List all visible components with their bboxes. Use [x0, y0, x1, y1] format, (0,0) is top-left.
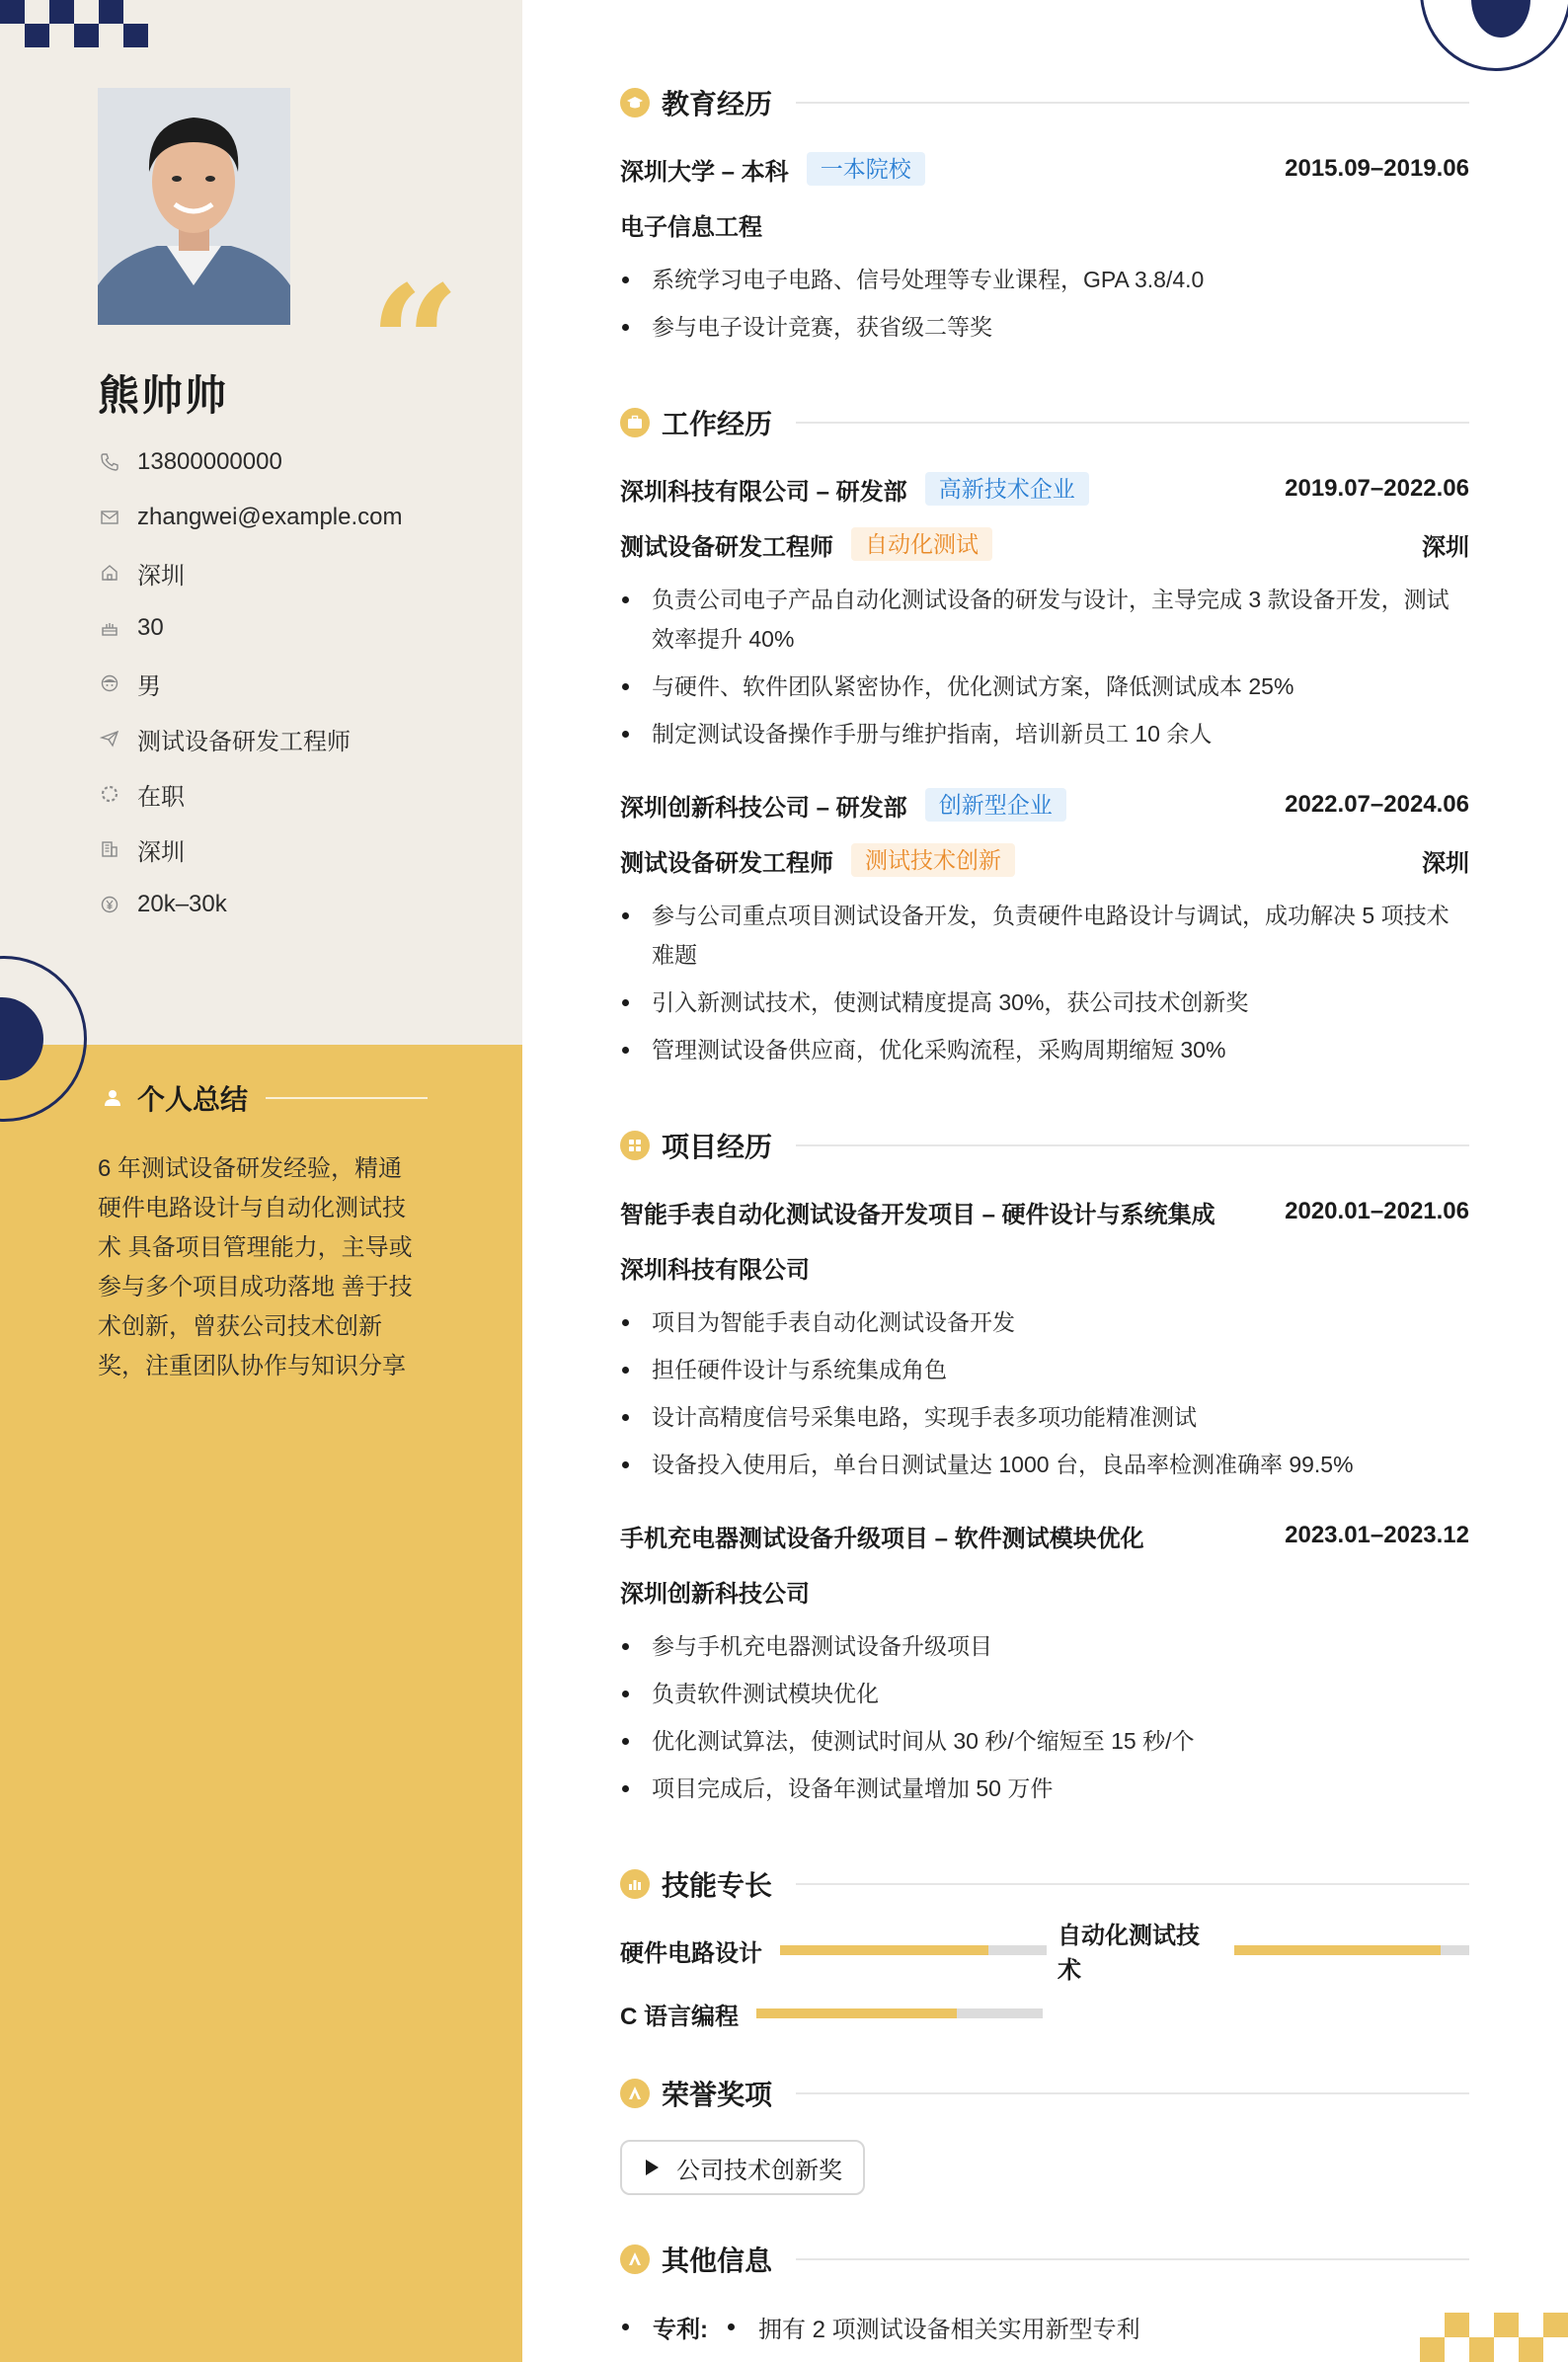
project-date: 2023.01–2023.12	[1285, 1522, 1469, 1548]
section-other-title: 其他信息	[662, 2245, 773, 2276]
play-triangle-icon	[646, 2160, 659, 2175]
checker-decoration-top-left	[0, 0, 148, 47]
section-skills-title: 技能专长	[662, 1870, 773, 1901]
contact-city-text: 深圳	[137, 838, 185, 866]
section-divider	[796, 1883, 1469, 1885]
home-icon	[98, 561, 121, 585]
contact-status	[98, 766, 512, 822]
section-projects-header	[620, 1126, 1469, 1165]
list-item: 引入新测试技术，使测试精度提高 30%，获公司技术创新奖	[620, 983, 1469, 1022]
profile-name: 熊帅帅	[98, 372, 229, 419]
contact-phone-text: 13800000000	[137, 448, 282, 475]
job-city: 深圳	[1422, 533, 1469, 561]
contact-phone	[98, 434, 512, 490]
list-item: 参与公司重点项目测试设备开发，负责硬件电路设计与调试，成功解决 5 项技术难题	[620, 896, 1469, 975]
project-company-row	[620, 1247, 1469, 1287]
section-work-header	[620, 403, 1469, 442]
quote-mark-decoration: “	[369, 251, 461, 436]
skill-name: 硬件电路设计	[620, 1939, 762, 1967]
award-icon	[620, 2079, 650, 2108]
cake-icon	[98, 616, 121, 640]
section-divider	[796, 102, 1469, 104]
section-skills-header	[620, 1864, 1469, 1904]
job-company-row	[620, 785, 1469, 825]
list-item: 系统学习电子电路、信号处理等专业课程，GPA 3.8/4.0	[620, 260, 1469, 299]
education-date: 2015.09–2019.06	[1285, 155, 1469, 182]
skill-item	[1058, 1923, 1469, 1984]
job-date: 2019.07–2022.06	[1285, 475, 1469, 502]
skill-bar-fill	[1234, 1945, 1441, 1955]
project-name: 智能手表自动化测试设备开发项目 – 硬件设计与系统集成	[620, 1201, 1215, 1228]
contact-age-text: 30	[137, 614, 164, 641]
section-education-header	[620, 83, 1469, 122]
job-role-row	[620, 840, 1469, 880]
contact-position-text: 测试设备研发工程师	[137, 728, 351, 755]
email-icon	[98, 506, 121, 529]
bullet-dot	[728, 2323, 735, 2330]
contact-city	[98, 822, 512, 877]
graduation-cap-icon	[620, 88, 650, 118]
contact-salary	[98, 877, 512, 932]
phone-icon	[98, 450, 121, 474]
education-major: 电子信息工程	[620, 213, 762, 241]
project-company: 深圳创新科技公司	[620, 1580, 810, 1608]
status-icon	[98, 782, 121, 806]
list-item: 项目为智能手表自动化测试设备开发	[620, 1302, 1469, 1342]
section-honors-title: 荣誉奖项	[662, 2080, 773, 2110]
education-bullets	[620, 260, 1469, 354]
project-name-row	[620, 1516, 1469, 1555]
list-item: 与硬件、软件团队紧密协作，优化测试方案，降低测试成本 25%	[620, 667, 1469, 706]
job-role-tag: 自动化测试	[851, 527, 992, 561]
contact-gender-text: 男	[137, 672, 161, 700]
send-icon	[98, 727, 121, 750]
section-divider	[796, 422, 1469, 424]
education-school-row	[620, 149, 1469, 189]
skill-name: 自动化测试技术	[1058, 1923, 1200, 1984]
summary-header	[102, 1078, 428, 1118]
gender-icon	[98, 671, 121, 695]
summary-divider	[266, 1097, 428, 1099]
other-info-label: 专利:	[653, 2316, 708, 2343]
project-bullets	[620, 1626, 1469, 1816]
education-major-row	[620, 204, 1469, 244]
list-item: 项目完成后，设备年测试量增加 50 万件	[620, 1769, 1469, 1808]
building-icon	[98, 837, 121, 861]
skill-bar-fill	[780, 1945, 988, 1955]
list-item: 参与手机充电器测试设备升级项目	[620, 1626, 1469, 1666]
job-company: 深圳创新科技公司 – 研发部	[620, 794, 907, 822]
section-divider	[796, 2258, 1469, 2260]
job-company-tag: 创新型企业	[925, 788, 1066, 822]
job-bullets	[620, 896, 1469, 1077]
person-icon	[102, 1087, 123, 1109]
project-date: 2020.01–2021.06	[1285, 1198, 1469, 1224]
list-item: 担任硬件设计与系统集成角色	[620, 1350, 1469, 1389]
list-item: 设备投入使用后，单台日测试量达 1000 台，良品率检测准确率 99.5%	[620, 1445, 1469, 1484]
list-item: 管理测试设备供应商，优化采购流程，采购周期缩短 30%	[620, 1030, 1469, 1069]
briefcase-icon	[620, 408, 650, 437]
project-name: 手机充电器测试设备升级项目 – 软件测试模块优化	[620, 1525, 1144, 1552]
job-company: 深圳科技有限公司 – 研发部	[620, 478, 907, 506]
list-item: 制定测试设备操作手册与维护指南，培训新员工 10 余人	[620, 714, 1469, 753]
section-work-title: 工作经历	[662, 409, 773, 439]
skill-item	[620, 1930, 1047, 1970]
section-honors-header	[620, 2074, 1469, 2113]
job-date: 2022.07–2024.06	[1285, 791, 1469, 818]
grid-icon	[620, 1131, 650, 1160]
project-bullets	[620, 1302, 1469, 1492]
section-other-header	[620, 2240, 1469, 2279]
contact-salary-text: 20k–30k	[137, 891, 227, 917]
contact-location-text: 深圳	[137, 562, 185, 590]
info-icon	[620, 2244, 650, 2274]
salary-icon	[98, 893, 121, 916]
job-role: 测试设备研发工程师	[620, 533, 833, 561]
project-company-row	[620, 1571, 1469, 1611]
list-item: 设计高精度信号采集电路，实现手表多项功能精准测试	[620, 1397, 1469, 1437]
list-item: 负责公司电子产品自动化测试设备的研发与设计，主导完成 3 款设备开发，测试效率提升 40%	[620, 580, 1469, 659]
profile-photo	[98, 88, 290, 325]
education-tag: 一本院校	[807, 152, 925, 186]
contact-email	[98, 490, 512, 545]
contact-position	[98, 711, 512, 766]
job-city: 深圳	[1422, 849, 1469, 877]
checker-decoration-bottom-right	[1420, 2313, 1568, 2362]
contact-list	[98, 434, 512, 932]
job-company-row	[620, 469, 1469, 509]
contact-location	[98, 545, 512, 600]
job-role-tag: 测试技术创新	[851, 843, 1015, 877]
bullet-dot	[622, 2323, 629, 2330]
other-info-value: 拥有 2 项测试设备相关实用新型专利	[758, 2316, 1140, 2343]
award-label: 公司技术创新奖	[676, 2157, 842, 2184]
contact-email-text: zhangwei@example.com	[137, 504, 403, 530]
section-education-title: 教育经历	[662, 89, 773, 119]
bar-chart-icon	[620, 1869, 650, 1899]
summary-title: 个人总结	[137, 1084, 249, 1115]
section-divider	[796, 2092, 1469, 2094]
skill-bar	[1234, 1945, 1469, 1955]
list-item: 参与电子设计竞赛，获省级二等奖	[620, 307, 1469, 347]
skill-bar	[756, 2008, 1043, 2018]
summary-text: 6 年测试设备研发经验，精通硬件电路设计与自动化测试技术 具备项目管理能力，主导或参与多个项目成功落地 善于技术创新，曾获公司技术创新奖，注重团队协作与知识分享	[98, 1155, 413, 1379]
award-item[interactable]	[620, 2140, 865, 2195]
skill-item	[620, 1994, 1043, 2033]
skill-bar-fill	[756, 2008, 957, 2018]
list-item: 负责软件测试模块优化	[620, 1674, 1469, 1713]
skill-bar	[780, 1945, 1047, 1955]
contact-gender	[98, 656, 512, 711]
section-divider	[796, 1144, 1469, 1146]
job-bullets	[620, 580, 1469, 761]
education-school: 深圳大学 – 本科	[620, 158, 789, 186]
skill-name: C 语言编程	[620, 2003, 739, 2030]
list-item: 优化测试算法，使测试时间从 30 秒/个缩短至 15 秒/个	[620, 1721, 1469, 1761]
contact-age	[98, 600, 512, 656]
contact-status-text: 在职	[137, 783, 185, 811]
section-projects-title: 项目经历	[662, 1132, 773, 1162]
job-role-row	[620, 524, 1469, 564]
project-company: 深圳科技有限公司	[620, 1256, 810, 1284]
project-name-row	[620, 1192, 1469, 1231]
job-company-tag: 高新技术企业	[925, 472, 1089, 506]
job-role: 测试设备研发工程师	[620, 849, 833, 877]
other-info-row	[620, 2307, 1140, 2346]
